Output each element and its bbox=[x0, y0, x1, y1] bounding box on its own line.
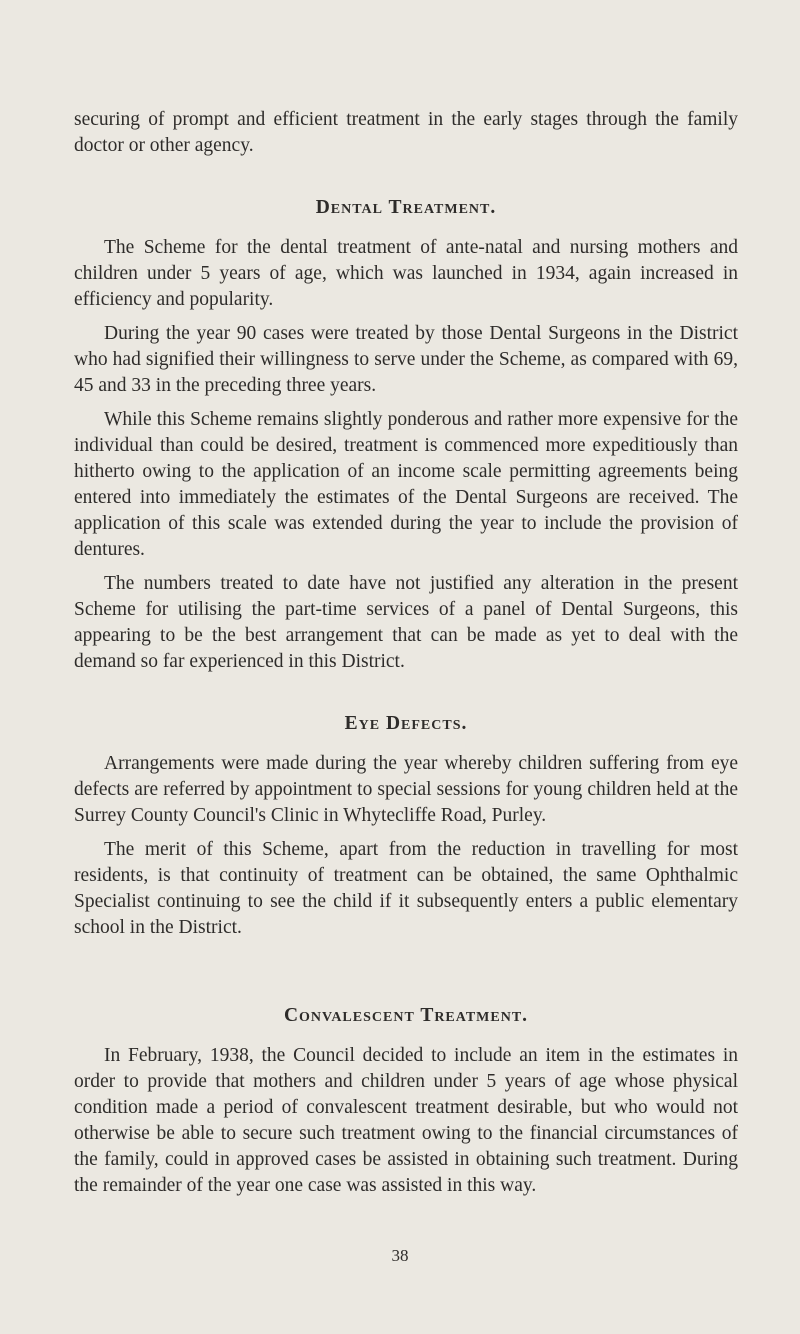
opening-paragraph: securing of prompt and efficient treatment in the early stages through the family doctor or other agency. bbox=[74, 109, 738, 156]
page-body bbox=[74, 107, 738, 1199]
section-heading-convalescent-treatment: Convalescent Treatment. bbox=[283, 1005, 529, 1026]
section-heading-dental-treatment: Dental Treatment. bbox=[315, 197, 497, 218]
dental-paragraph-3: While this Scheme remains slightly ponderous and rather more expensive for the individual than could be desired, treatment is commenced more expeditiously than hitherto owing to the application of an income scale permitting agreements being entered into immediately the estimates of the Dental Surgeons are received. The application of this scale was extended during the year to include the provision of dentures. bbox=[74, 409, 738, 560]
dental-paragraph-2: During the year 90 cases were treated by those Dental Surgeons in the District who had signified their willingness to serve under the Scheme, as compared with 69, 45 and 33 in the preceding three years. bbox=[74, 323, 738, 396]
dental-paragraph-4: The numbers treated to date have not justified any alteration in the present Scheme for utilising the part-time services of a panel of Dental Surgeons, this appearing to be the best arrangement that can be made as yet to deal with the demand so far experienced in this District. bbox=[74, 573, 738, 672]
dental-paragraph-1: The Scheme for the dental treatment of ante-natal and nursing mothers and children under 5 years of age, which was launched in 1934, again increased in efficiency and popularity. bbox=[74, 237, 738, 310]
convalescent-paragraph-1: In February, 1938, the Council decided to include an item in the estimates in order to provide that mothers and children under 5 years of age whose physical condition made a period of convalescent treatment desirable, but who would not otherwise be able to secure such treatment owing to the financial circumstances of the family, could in approved cases be assisted in obtaining such treatment. During the remainder of the year one case was assisted in this way. bbox=[74, 1045, 738, 1196]
eye-paragraph-2: The merit of this Scheme, apart from the reduction in travelling for most residents, is that continuity of treatment can be obtained, the same Ophthalmic Specialist continuing to see the child if it subsequently enters a public elementary school in the District. bbox=[74, 839, 738, 938]
section-heading-eye-defects: Eye Defects. bbox=[344, 713, 468, 734]
page-number: 38 bbox=[391, 1246, 409, 1265]
eye-paragraph-1: Arrangements were made during the year whereby children suffering from eye defects are referred by appointment to special sessions for young children held at the Surrey County Council's Clinic in Whytecliffe Road, Purley. bbox=[74, 753, 738, 826]
